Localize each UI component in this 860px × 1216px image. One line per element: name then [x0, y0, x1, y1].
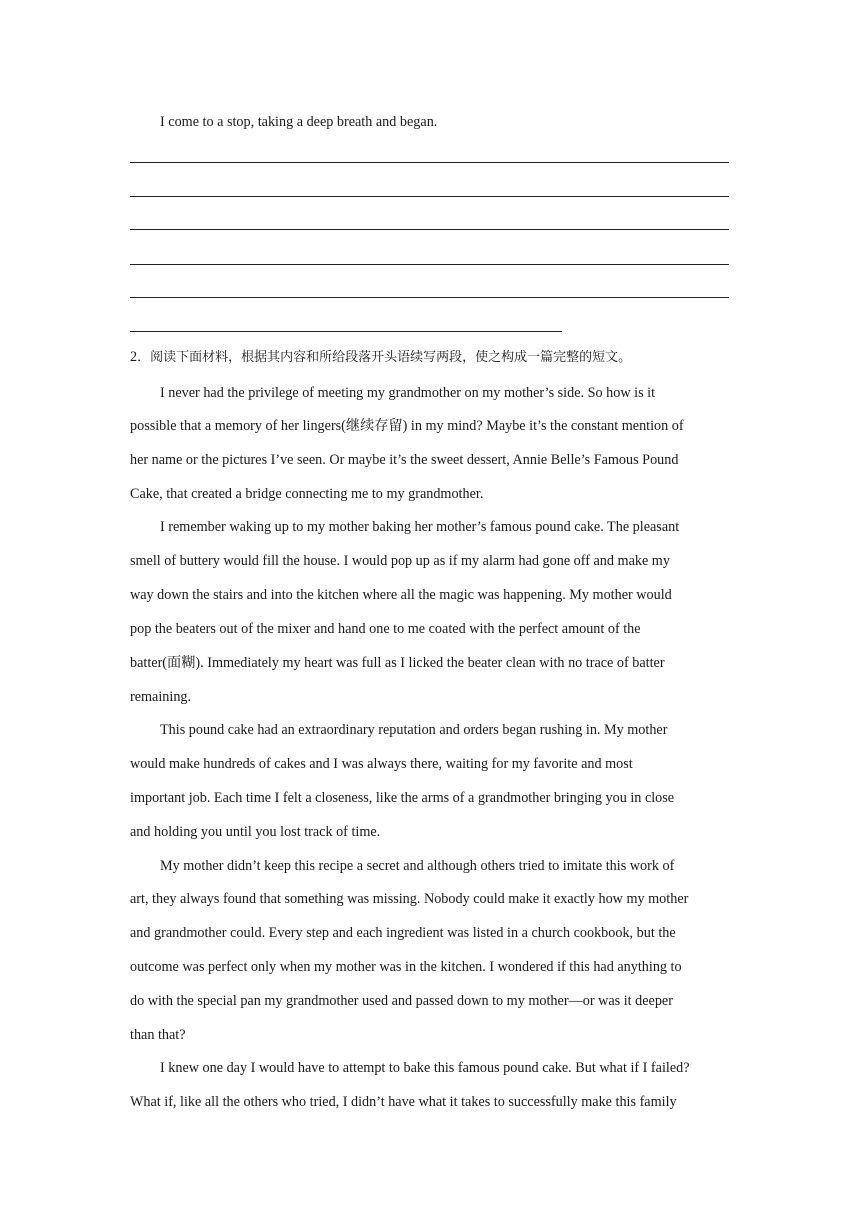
- text-line: My mother didn’t keep this recipe a secret and although others tried to imitate this work of: [160, 858, 675, 874]
- text-line: batter(面糊). Immediately my heart was full as I licked the beater clean with no trace of batter: [130, 655, 665, 671]
- text-line: her name or the pictures I’ve seen. Or maybe it’s the sweet dessert, Annie Belle’s Famous Pound: [130, 452, 679, 468]
- text-line: way down the stairs and into the kitchen where all the magic was happening. My mother would: [130, 587, 672, 603]
- text-line: and holding you until you lost track of time.: [130, 824, 381, 840]
- text-line: This pound cake had an extraordinary reputation and orders began rushing in. My mother: [160, 722, 668, 738]
- text-line: would make hundreds of cakes and I was always there, waiting for my favorite and most: [130, 756, 633, 772]
- text-line: remaining.: [130, 689, 192, 705]
- answer-line: [130, 196, 729, 197]
- text-line: important job. Each time I felt a closeness, like the arms of a grandmother bringing you in close: [130, 790, 675, 806]
- text-line: I knew one day I would have to attempt to bake this famous pound cake. But what if I failed?: [160, 1060, 690, 1076]
- continuation-prompt: I come to a stop, taking a deep breath and began.: [160, 114, 438, 130]
- text-line: art, they always found that something was missing. Nobody could make it exactly how my mother: [130, 891, 689, 907]
- text-line: Cake, that created a bridge connecting me to my grandmother.: [130, 486, 484, 502]
- text-line: than that?: [130, 1027, 186, 1043]
- text-line: possible that a memory of her lingers(继续存留) in my mind? Maybe it’s the constant mention of: [130, 418, 684, 434]
- text-line: and grandmother could. Every step and each ingredient was listed in a church cookbook, but the: [130, 925, 676, 941]
- text-line: I never had the privilege of meeting my grandmother on my mother’s side. So how is it: [160, 385, 656, 401]
- text-line: I remember waking up to my mother baking her mother’s famous pound cake. The pleasant: [160, 519, 680, 535]
- answer-line: [130, 264, 729, 265]
- text-line: What if, like all the others who tried, I didn’t have what it takes to successfully make this family: [130, 1094, 677, 1110]
- text-line: outcome was perfect only when my mother was in the kitchen. I wondered if this had anything to: [130, 959, 682, 975]
- text-line: smell of buttery would fill the house. I would pop up as if my alarm had gone off and make my: [130, 553, 670, 569]
- answer-line: [130, 229, 729, 230]
- text-line: pop the beaters out of the mixer and hand one to me coated with the perfect amount of the: [130, 621, 641, 637]
- answer-line: [130, 297, 729, 298]
- answer-line: [130, 162, 729, 163]
- text-line: do with the special pan my grandmother used and passed down to my mother—or was it deeper: [130, 993, 673, 1009]
- answer-line: [130, 331, 562, 332]
- question-number: 2: [130, 349, 138, 365]
- question-instruction: ．阅读下面材料，根据其内容和所给段落开头语续写两段，使之构成一篇完整的短文。: [137, 350, 632, 365]
- question-heading: [130, 347, 631, 368]
